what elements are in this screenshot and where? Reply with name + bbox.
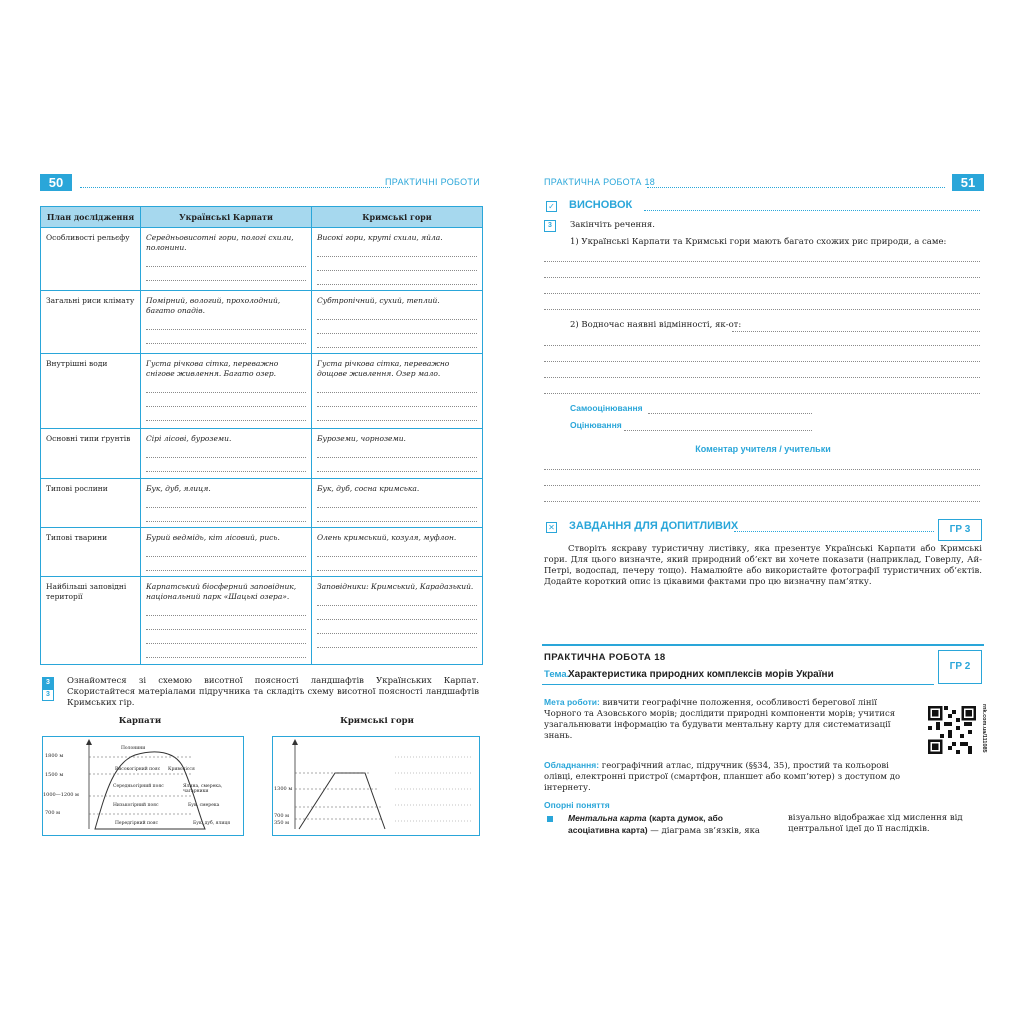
answer-line[interactable] [544, 392, 980, 394]
belt-label: Передгірний пояс [115, 821, 159, 826]
comment-line[interactable] [544, 500, 980, 502]
table-row [41, 528, 483, 577]
vegetation-label: Криволісся [168, 767, 195, 772]
answer-line[interactable] [544, 260, 980, 262]
belt-label: Низькогірний пояс [113, 803, 159, 808]
self-assessment-label: Самооцінювання [570, 403, 643, 413]
answer-line[interactable] [544, 360, 980, 362]
topic-text: Характеристика природних комплексів морів України [568, 669, 834, 680]
row-carpathians[interactable] [141, 479, 312, 528]
height-label: 1500 м [45, 772, 64, 778]
task-mark-filled: 3 [42, 677, 54, 689]
task-mark: 3 [42, 689, 54, 701]
row-crimea[interactable] [312, 429, 483, 479]
cell-text: Карпатський біосферний заповідник, національний парк «Шацькі озера». [146, 582, 297, 601]
height-label: 1800 м [45, 753, 64, 759]
row-crimea[interactable] [312, 479, 483, 528]
goal-label: Мета роботи: [544, 697, 600, 707]
group-badge-gr2: ГР 2 [938, 650, 982, 684]
curious-title: ЗАВДАННЯ ДЛЯ ДОПИТЛИВИХ [569, 520, 739, 532]
height-label: 700 м [45, 810, 61, 816]
page-number-left: 50 [40, 174, 72, 191]
row-plan: Найбільші заповідні території [41, 577, 141, 665]
table-header-plan: План дослідження [41, 207, 141, 228]
conclusion-title: ВИСНОВОК [569, 199, 633, 211]
table-header-carpathians: Українські Карпати [141, 207, 312, 228]
row-crimea[interactable] [312, 291, 483, 354]
page-number-right: 51 [952, 174, 984, 191]
assessment-field[interactable] [624, 429, 812, 431]
answer-line[interactable] [544, 276, 980, 278]
crimea-belt-diagram[interactable] [272, 736, 480, 836]
cell-text: Бурий ведмідь, кіт лісовий, рись. [146, 533, 280, 542]
table-row [41, 429, 483, 479]
next-work-title: ПРАКТИЧНА РОБОТА 18 [544, 652, 666, 663]
table-row [41, 228, 483, 291]
answer-line[interactable] [544, 308, 980, 310]
table-row [41, 479, 483, 528]
study-table [40, 206, 483, 665]
height-label: 1300 м [274, 786, 293, 792]
cell-text: Густа річкова сітка, переважно дощове живлення. Озер мало. [317, 359, 450, 378]
row-plan: Типові рослини [41, 479, 141, 528]
row-carpathians[interactable] [141, 291, 312, 354]
row-crimea[interactable] [312, 577, 483, 665]
height-label: 700 м [274, 813, 290, 819]
row-crimea[interactable] [312, 228, 483, 291]
goal-text: вивчити географічне положення, особливості берегової лінії Чорного та Азовського морів; дослідити природні компоненти морів; учитися узагальнювати інформацію та будувати ментальну карту для систематизації знань. [544, 698, 896, 741]
group-badge-gr3: ГР 3 [938, 519, 982, 541]
teacher-comment-label: Коментар учителя / учительки [695, 444, 831, 454]
header-dots [80, 186, 390, 188]
table-header-row [41, 207, 483, 228]
topic-underline [542, 684, 934, 685]
cell-text: Субтропічний, сухий, теплий. [317, 296, 440, 305]
equipment-label: Обладнання: [544, 760, 600, 770]
concept-term: Ментальна карта [568, 813, 647, 823]
curious-text: Створіть яскраву туристичну листівку, яка презентує Українські Карпати або Кримські гори. Для цього визначте, який природний об’єкт ви хочете показати (наприклад, Говерлу, Ай-Петрі, водоспад, печеру тощо). Намалюйте або використайте фотографії туристичних об’єктів. Додайте короткий опис із цікавими фактами про цю визначну пам’ятку. [544, 544, 982, 587]
concept-paren: (карта думок, або асоціативна карта) [568, 813, 723, 835]
answer-line[interactable] [544, 376, 980, 378]
equipment-paragraph [544, 760, 916, 794]
cell-text: Середньовисотні гори, пологі схили, полонини. [146, 233, 294, 252]
qr-code-icon[interactable] [928, 706, 976, 754]
table-row [41, 291, 483, 354]
answer-line[interactable] [732, 330, 980, 332]
row-crimea[interactable] [312, 528, 483, 577]
table-row [41, 577, 483, 665]
concept-def-a: — діаграма зв’язків, яка [650, 826, 760, 836]
header-label-right: ПРАКТИЧНА РОБОТА 18 [544, 177, 656, 187]
row-plan: Внутрішні води [41, 354, 141, 429]
section-divider [542, 644, 984, 646]
cell-text: Буроземи, чорноземи. [317, 434, 406, 443]
vegetation-label: Бук, смерека [188, 803, 220, 808]
vegetation-label: Бук, дуб, ялиця [193, 821, 231, 826]
bullet-square-icon [547, 816, 553, 822]
cell-text: Високі гори, круті схили, яйла. [317, 233, 443, 242]
qr-link-wrapper [979, 704, 989, 760]
row-carpathians[interactable] [141, 228, 312, 291]
cell-text: Помірний, вологий, прохолодний, багато опадів. [146, 296, 281, 315]
answer-line[interactable] [544, 344, 980, 346]
belt-label: Високогірний пояс [115, 767, 161, 772]
height-label: 350 м [274, 820, 290, 826]
mountain-profile [299, 773, 385, 829]
row-carpathians[interactable] [141, 429, 312, 479]
cell-text: Густа річкова сітка, переважно снігове живлення. Багато озер. [146, 359, 279, 378]
goal-paragraph [544, 697, 916, 742]
header-label-left: ПРАКТИЧНІ РОБОТИ [385, 177, 480, 187]
cell-text: Бук, дуб, сосна кримська. [317, 484, 420, 493]
answer-line[interactable] [544, 292, 980, 294]
self-assessment-field[interactable] [648, 412, 812, 414]
topic-label: Тема. [544, 669, 570, 680]
axis-arrow-icon [292, 739, 298, 745]
belt-label: Полонини [121, 746, 146, 751]
row-plan: Загальні риси клімату [41, 291, 141, 354]
row-carpathians[interactable] [141, 528, 312, 577]
row-carpathians[interactable] [141, 354, 312, 429]
concepts-label: Опорні поняття [544, 800, 610, 810]
conclusion-instruction: Закінчіть речення. [570, 220, 655, 230]
comment-line[interactable] [544, 484, 980, 486]
row-crimea[interactable] [312, 354, 483, 429]
cell-text: Заповідники: Кримський, Карадазький. [317, 582, 474, 591]
table-header-crimea: Кримські гори [312, 207, 483, 228]
belt-label: Середньогірний пояс [113, 784, 164, 789]
cell-text: Олень кримський, козуля, муфлон. [317, 533, 457, 542]
diagram-title-crimea: Кримські гори [340, 716, 414, 726]
row-plan: Основні типи ґрунтів [41, 429, 141, 479]
conclusion-item-2: 2) Водночас наявні відмінності, як-от: [570, 320, 742, 330]
row-plan: Особливості рельєфу [41, 228, 141, 291]
equipment-text: географічний атлас, підручник (§§34, 35), простий та кольорові олівці, електронні пристрої (смартфон, планшет або комп’ютер) з доступом до інтернету. [544, 761, 901, 793]
cross-box-icon: ✕ [546, 522, 557, 533]
right-page [542, 174, 987, 844]
comment-line[interactable] [544, 468, 980, 470]
concept-paragraph [568, 813, 768, 837]
row-plan: Типові тварини [41, 528, 141, 577]
vegetation-label: Ялина, смерека, чагарники [183, 784, 223, 794]
axis-arrow-icon [86, 739, 92, 745]
checkbox-icon: ✓ [546, 201, 557, 212]
crimea-diagram-svg [273, 737, 479, 835]
cell-text: Сірі лісові, буроземи. [146, 434, 232, 443]
table-row [41, 354, 483, 429]
task-text: Ознайомтеся зі схемою висотної поясності ландшафтів Українських Карпат. Скористайтеся матеріалами підручника та складіть схему висотної поясності ландшафтів Кримських гір. [67, 676, 479, 708]
section-dots [734, 530, 934, 532]
row-carpathians[interactable] [141, 577, 312, 665]
diagram-title-carpathians: Карпати [118, 716, 162, 726]
assessment-label: Оцінювання [570, 420, 622, 430]
cell-text: Бук, дуб, ялиця. [146, 484, 211, 493]
left-page [40, 174, 482, 844]
height-label: 1000—1200 м [43, 792, 79, 798]
task-mark: 3 [544, 220, 556, 232]
carpathians-belt-diagram [42, 736, 244, 836]
conclusion-item-1: 1) Українські Карпати та Кримські гори мають багато схожих рис природи, а саме: [570, 237, 947, 247]
section-dots [644, 209, 980, 211]
concept-def-b: візуально відображає хід мислення від центральної ідеї до її наслідків. [788, 813, 963, 834]
header-dots [647, 186, 945, 188]
qr-link-text[interactable]: rnk.com.ua/111085 [981, 704, 987, 753]
